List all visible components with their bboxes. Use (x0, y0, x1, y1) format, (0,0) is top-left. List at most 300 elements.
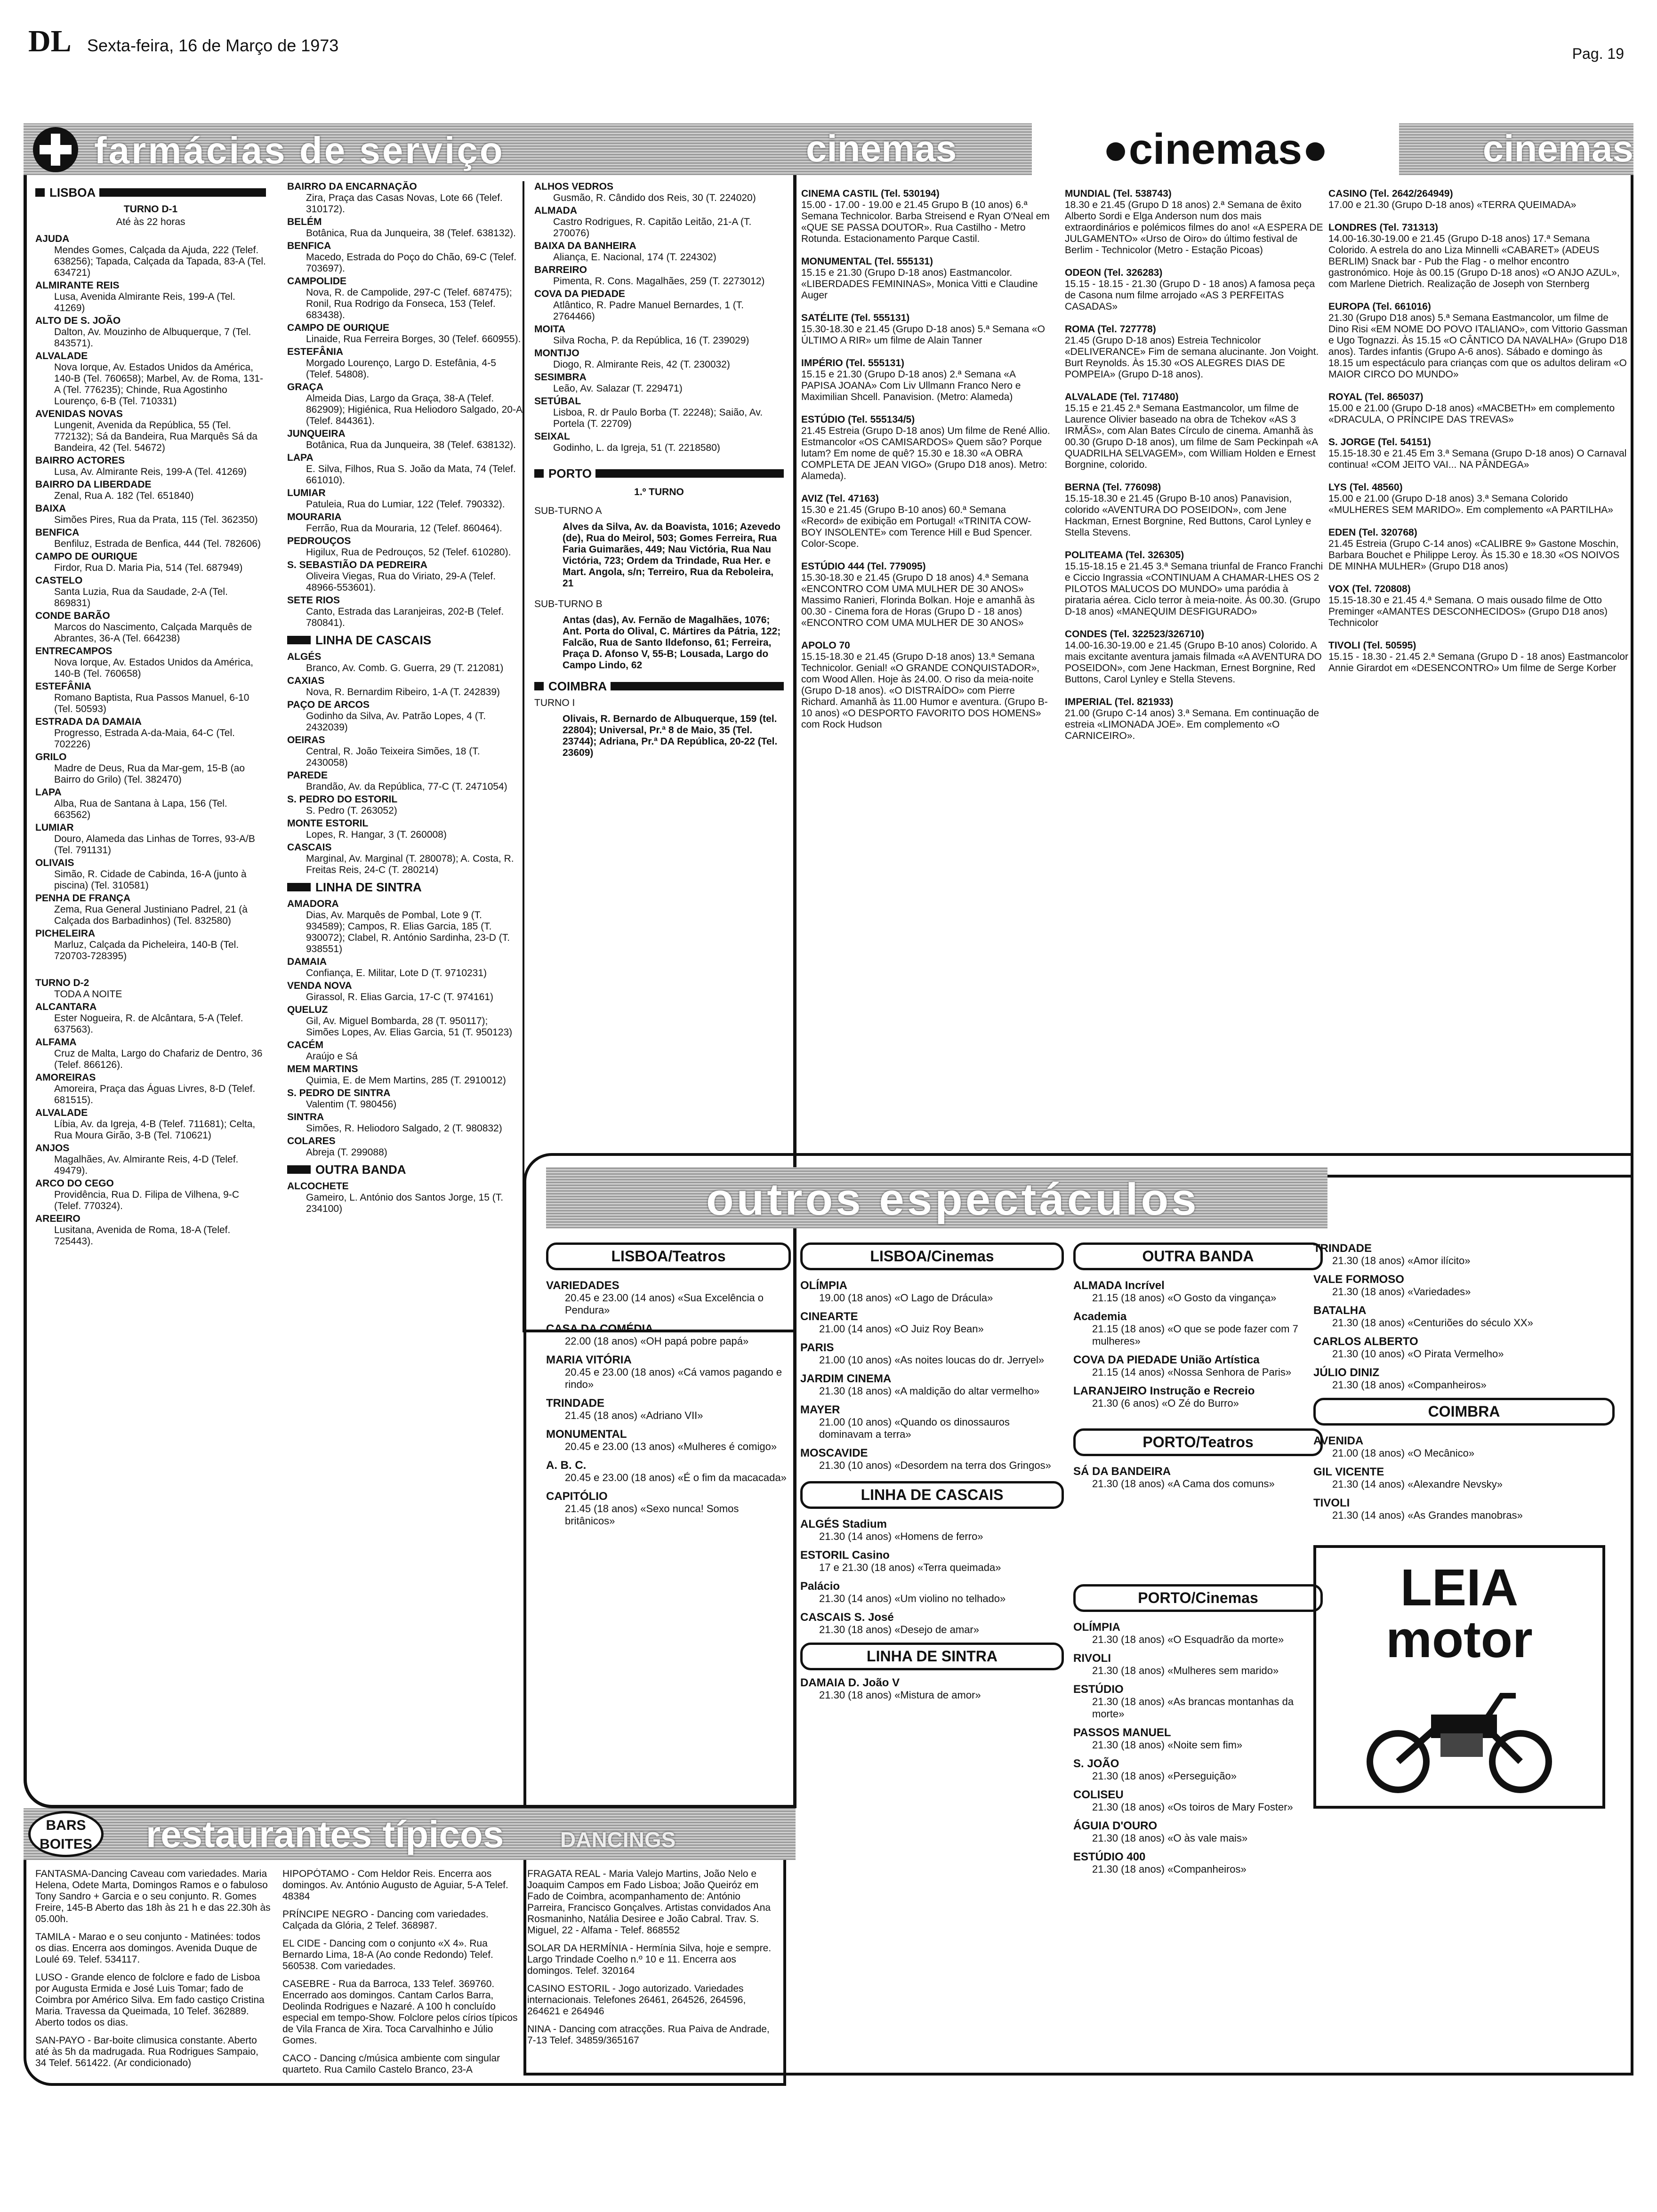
venue-ad: CASEBRE - Rua da Barroca, 133 Telef. 369760. Encerrado aos domingos. Cantam Carlos Barra, Deolinda Rodrigues e Nazaré. A 100 h concluído especial em tempo-Show. Folclore pelos círios típicos de Vila Franca de Xira. Toca Carvalhinho e Júlio Gomes. (282, 1979, 518, 2046)
venue-name: GIL VICENTE (1313, 1466, 1384, 1478)
pharmacy-cross-icon (33, 127, 78, 172)
coimbra-label: COIMBRA (1313, 1398, 1615, 1426)
venue-name: OLÍMPIA (800, 1279, 847, 1292)
venue-listing (1073, 1727, 1323, 1751)
cinema-listing (1065, 697, 1324, 742)
venue-details: 21.30 (6 anos) «O Zé do Burro» (1092, 1397, 1239, 1409)
venue-details: 21.30 (18 anos) «Mulheres sem marido» (1092, 1665, 1279, 1676)
venue-details: 21.30 (14 anos) «Um violino no telhado» (819, 1593, 1006, 1604)
pharmacy-entry: Santa Luzia, Rua da Saudade, 2-A (Tel. 869831) (54, 586, 228, 609)
district-name: CASTELO (35, 575, 83, 586)
district-name: DAMAIA (287, 956, 327, 967)
pharmacy-entry: Douro, Alameda das Linhas de Torres, 93-A/B (Tel. 791131) (54, 834, 255, 856)
district-name: ARCO DO CEGO (35, 1178, 114, 1189)
venue-name: LARANJEIRO Instrução e Recreio (1073, 1385, 1255, 1397)
bars-heading: restaurantes típicos (146, 1813, 504, 1855)
pharmacy-entry: Almeida Dias, Largo da Graça, 38-A (Telef. 862909); Higiénica, Rua Heliodoro Salgado, 20-A (Telef. 844361). (306, 393, 522, 426)
venue-name: PARIS (800, 1341, 834, 1354)
district-name: GRAÇA (287, 382, 323, 393)
coimbra-label: COIMBRA (534, 681, 784, 692)
venue-listing (1073, 1820, 1323, 1844)
cinemas-heading-bar (796, 123, 1633, 175)
pharmacy-entry: Zema, Rua General Justiniano Padrel, 21 (à Calçada dos Barbadinhos) (Tel. 832580) (54, 904, 248, 926)
linha-cascais-cinemas-label: LINHA DE CASCAIS (800, 1481, 1064, 1509)
venue-name: MONUMENTAL (546, 1428, 627, 1441)
venue-name: SÁ DA BANDEIRA (1073, 1465, 1171, 1478)
venue-details: 21.30 (14 anos) «Homens de ferro» (819, 1531, 983, 1542)
cinema-name: SATÉLITE (Tel. 555131) (801, 313, 910, 323)
venue-name: ESTORIL Casino (800, 1549, 890, 1562)
cinema-listing (1328, 222, 1630, 290)
district-name: CAXIAS (287, 675, 325, 686)
venue-details: 20.45 e 23.00 (18 anos) «Cá vamos pagando e rindo» (565, 1366, 782, 1390)
venue-name: PASSOS MANUEL (1073, 1726, 1171, 1739)
pharmacy-entry: Gameiro, L. António dos Santos Jorge, 15 (T. 234100) (306, 1192, 504, 1214)
cinema-details: 21.45 (Grupo D-18 anos) Estreia Technicolor «DELIVERANCE» Fim de semana alucinante. Jon Voight. Burt Reynolds. Às 15.30 «OS ALEGRES DIAS DE POMPEIA» (Grupo D-18 anos). (1065, 335, 1319, 380)
bars-col-3 (527, 1868, 772, 2076)
bars-badge (28, 1811, 104, 1857)
district-name: SETE RIOS (287, 595, 340, 606)
venue-listing (1073, 1683, 1323, 1720)
venue-details: 21.30 (14 anos) «As Grandes manobras» (1332, 1509, 1523, 1521)
district-name: MONTIJO (534, 348, 579, 359)
pharmacy-entry: Botânica, Rua da Junqueira, 38 (Telef. 638132). (306, 440, 516, 450)
district-name: ALCOCHETE (287, 1181, 349, 1192)
outra-banda-list (1073, 1280, 1323, 1410)
cinema-details: 15.15 e 21.30 (Grupo D-18 anos) Eastmancolor. «LIBERDADES FEMININAS», Monica Vitti e Claudine Auger (801, 267, 1038, 301)
district-name: BAIRRO DA ENCARNAÇÃO (287, 181, 417, 192)
venue-listing (546, 1397, 791, 1422)
pharmacy-entry: Aliança, E. Nacional, 174 (T. 224302) (553, 252, 716, 263)
venue-listing (800, 1342, 1064, 1366)
venue-details: 21.30 (18 anos) «Centuriões do século XX» (1332, 1317, 1533, 1329)
venue-ad: PRÍNCIPE NEGRO - Dancing com variedades. Calçada da Glória, 2 Telef. 368987. (282, 1909, 489, 1931)
pharmacy-entry: Castro Rodrigues, R. Capitão Leitão, 21-A (T. 270076) (553, 216, 752, 239)
cinema-listing (1065, 482, 1324, 538)
pharmacy-entry: Central, R. João Teixeira Simões, 18 (T. 2430058) (306, 746, 480, 768)
porto-subturno-b: SUB-TURNO B (534, 599, 603, 609)
venue-name: DAMAIA D. João V (800, 1676, 900, 1689)
venue-name: ESTÚDIO 400 (1073, 1851, 1146, 1863)
linha-cascais-list (800, 1518, 1064, 1636)
cinema-name: ROYAL (Tel. 865037) (1328, 392, 1424, 402)
pharmacy-entry: Silva Rocha, P. da República, 16 (T. 239029) (553, 335, 749, 346)
venue-details: 21.15 (18 anos) «O que se pode fazer com 7 mulheres» (1092, 1323, 1298, 1347)
venue-name: JÚLIO DINIZ (1313, 1366, 1380, 1379)
venue-name: ALGÉS Stadium (800, 1518, 887, 1531)
pharmacy-entry: Mendes Gomes, Calçada da Ajuda, 222 (Telef. 638256); Tapada, Calçada da Tapada, 83-A (Tel. 634721) (54, 245, 266, 278)
venue-listing (1313, 1497, 1615, 1522)
pharmacy-entry: Canto, Estrada das Laranjeiras, 202-B (Telef. 780841). (306, 606, 504, 628)
cinema-name: IMPÉRIO (Tel. 555131) (801, 358, 905, 369)
venue-details: 20.45 e 23.00 (14 anos) «Sua Excelência o Pendura» (565, 1292, 764, 1316)
venue-name: S. JOÃO (1073, 1757, 1119, 1770)
venue-name: VARIEDADES (546, 1279, 619, 1292)
lisboa-cinemas-label: LISBOA/Cinemas (800, 1242, 1064, 1270)
venue-name: ESTÚDIO (1073, 1683, 1124, 1696)
lisboa-teatros-label: LISBOA/Teatros (546, 1242, 791, 1270)
cinema-name: MUNDIAL (Tel. 538743) (1065, 188, 1172, 199)
pharmacy-entry: Alba, Rua de Santana à Lapa, 156 (Tel. 663562) (54, 798, 227, 820)
pharmacy-entry: Zenal, Rua A. 182 (Tel. 651840) (54, 490, 194, 501)
district-name: ALCANTARA (35, 1002, 97, 1012)
porto-subturno-a-text: Alves da Silva, Av. da Boavista, 1016; Azevedo (de), Rua do Meirol, 503; Gomes Ferreira, Rua Faria Guimarães, 449; Nau Victória, Rua Nau Victória, 723; Ordem da Trindade, Rua Her. e Mart. Angola, s/n; Terreiro, Rua da Reboleira, 21 (563, 521, 780, 589)
district-name: BELÉM (287, 216, 322, 227)
venue-listing (800, 1280, 1064, 1304)
venue-listing (1073, 1652, 1323, 1677)
district-name: AMADORA (287, 898, 339, 909)
district-name: ALVALADE (35, 1107, 88, 1118)
outros-col-3 (1073, 1242, 1323, 2071)
pharmacy-entry: Macedo, Estrada do Poço do Chão, 69-C (Telef. 703697). (306, 252, 517, 274)
venue-details: 21.00 (14 anos) «O Juiz Roy Bean» (819, 1323, 984, 1335)
venue-details: 22.00 (18 anos) «OH papá pobre papá» (565, 1335, 749, 1347)
district-name: TURNO D-2 (35, 978, 89, 988)
district-name: S. PEDRO DE SINTRA (287, 1088, 391, 1098)
district-name: JUNQUEIRA (287, 428, 346, 439)
pharmacy-entry: Patuleia, Rua do Lumiar, 122 (Telef. 790332). (306, 499, 505, 510)
venue-details: 21.30 (18 anos) «A Cama dos comuns» (1092, 1478, 1275, 1490)
lisboa-label: LISBOA (35, 187, 266, 198)
porto-teatros-list (1073, 1466, 1323, 1490)
district-name: SINTRA (287, 1112, 324, 1122)
cinema-name: POLITEAMA (Tel. 326305) (1065, 550, 1184, 561)
pharmacy-entry: Pimenta, R. Cons. Magalhães, 259 (T. 2273012) (553, 276, 765, 287)
cinema-listing (1065, 629, 1324, 685)
cinema-name: AVIZ (Tel. 47163) (801, 493, 879, 504)
cinema-details: 15.15 e 21.30 (Grupo D-18 anos) 2.ª Semana «A PAPISA JOANA» Com Liv Ullmann Franco Nero e Maximilian Shcell. Panavision. (Metro: Alameda) (801, 369, 1021, 402)
pharmacy-list (287, 898, 523, 1158)
cinema-details: 17.00 e 21.30 (Grupo D-18 anos) «TERRA QUEIMADA» (1328, 200, 1577, 210)
pharmacy-entry: Nova, R. Bernardim Ribeiro, 1-A (T. 242839) (306, 687, 500, 697)
pharmacy-entry: Romano Baptista, Rua Passos Manuel, 6-10 (Tel. 50593) (54, 692, 249, 714)
cinema-name: LYS (Tel. 48560) (1328, 482, 1403, 493)
venue-listing (1073, 1621, 1323, 1646)
pharmacy-entry: Marcos do Nascimento, Calçada Marquês de Abrantes, 36-A (Tel. 664238) (54, 622, 252, 644)
pharmacy-entry: Zira, Praça das Casas Novas, Lote 66 (Telef. 310172). (306, 192, 503, 215)
venue-name: JARDIM CINEMA (800, 1372, 892, 1385)
pharmacy-list (287, 651, 523, 876)
district-name: BAIRRO DA LIBERDADE (35, 479, 152, 490)
venue-details: 21.30 (18 anos) «O Esquadrão da morte» (1092, 1634, 1284, 1645)
district-name: BENFICA (287, 240, 331, 251)
pharmacy-list (534, 181, 784, 454)
ad-title: LEIA (1400, 1559, 1519, 1617)
venue-listing (800, 1549, 1064, 1574)
cinemas-col-3 (1328, 188, 1630, 1172)
cinema-details: 15.15-18.30 e 21.45 (Grupo D-18 anos) 13.ª Semana Technicolor. Genial! «O GRANDE CONQUISTADOR», com Wood Allen. Hoje às 24.00. O riso da meia-noite (Grupo D-18 anos). «O DISTRAÍDO» com Pierre Richard. Amanhã às 11.00 Humor e aventura. (Grupo B-10 anos) «O DESPORTO FAVORITO DOS HOMENS» com Rock Hudson (801, 651, 1048, 730)
district-name: CACÉM (287, 1040, 323, 1050)
district-name: OEIRAS (287, 735, 325, 745)
venue-listing (1313, 1435, 1615, 1459)
cinema-listing (1065, 550, 1324, 617)
district-name: OLIVAIS (35, 858, 74, 868)
pharmacy-list (287, 181, 523, 629)
pharmacy-entry: Diogo, R. Almirante Reis, 42 (T. 230032) (553, 359, 730, 370)
cinema-listing (801, 188, 1051, 245)
pharmacy-entry: Girassol, R. Elias Garcia, 17-C (T. 974161) (306, 992, 493, 1002)
pharmacy-entry: Gusmão, R. Cândido dos Reis, 30 (T. 224020) (553, 192, 756, 203)
dancings-heading: DANCINGS (560, 1827, 676, 1852)
venue-name: CASA DA COMÉDIA (546, 1322, 653, 1335)
district-name: BAIXA (35, 503, 66, 514)
venue-listing (1073, 1758, 1323, 1782)
page-number: Pag. 19 (1572, 45, 1624, 62)
cinemas-heading-bg-right: cinemas (1482, 128, 1633, 169)
bars-badge-line1: BARS (46, 1818, 86, 1833)
venue-details: 21.30 (18 anos) «Os toiros de Mary Foster» (1092, 1801, 1293, 1813)
venue-name: MAYER (800, 1403, 840, 1416)
district-name: ALGÉS (287, 651, 322, 662)
porto-cinemas-list (1073, 1621, 1323, 1875)
pharmacy-list (287, 1181, 523, 1215)
pharmacy-entry: Marluz, Calçada da Picheleira, 140-B (Tel. 720703-728395) (54, 939, 239, 962)
pharmacy-entry: Araújo e Sá (306, 1051, 358, 1062)
district-name: BAIXA DA BANHEIRA (534, 240, 636, 251)
pharmacy-entry: Benfiluz, Estrada de Benfica, 444 (Tel. 782606) (54, 538, 261, 549)
cinema-name: EUROPA (Tel. 661016) (1328, 301, 1431, 312)
turno-d1: TURNO D-1 (123, 204, 178, 215)
venue-name: VALE FORMOSO (1313, 1273, 1404, 1286)
dateline: Sexta-feira, 16 de Março de 1973 (87, 36, 339, 55)
district-name: MOURARIA (287, 512, 342, 522)
pharmacy-entry: Lusa, Av. Almirante Reis, 199-A (Tel. 41269) (54, 466, 247, 477)
outros-col-2 (800, 1242, 1064, 2071)
cinema-details: 15.30 e 21.45 (Grupo B-10 anos) 60.ª Semana «Record» de exibição em Portugal! «TRINITA COW-BOY INSOLENTE» com Terence Hill e Bud Spencer. Color-Scope. (801, 505, 1032, 549)
venue-listing (800, 1404, 1064, 1441)
district-name: ALVALADE (35, 351, 88, 361)
venue-listing (1073, 1466, 1323, 1490)
pharmacies-heading-bar (24, 123, 796, 175)
district-name: SETÚBAL (534, 396, 581, 407)
venue-listing (546, 1323, 791, 1347)
district-name: SESIMBRA (534, 372, 587, 383)
venue-name: COVA DA PIEDADE União Artística (1073, 1354, 1260, 1366)
district-name: VENDA NOVA (287, 980, 352, 991)
venue-listing (546, 1428, 791, 1453)
venue-ad: SAN-PAYO - Bar-boite climusica constante. Aberto até às 5h da madrugada. Rua Rodrigues Sampaio, 34 Telef. 561422. (Ar condicionado) (35, 2035, 258, 2068)
district-name: ALTO DE S. JOÃO (35, 315, 121, 326)
cinema-listing (1065, 188, 1324, 256)
venue-ad: SOLAR DA HERMÍNIA - Hermínia Silva, hoje e sempre. Largo Trindade Coelho n.º 10 e 11. Encerra aos domingos. Telef. 320164 (527, 1943, 772, 1976)
district-name: ESTEFÂNIA (287, 346, 344, 357)
pharmacy-entry: Líbia, Av. da Igreja, 4-B (Telef. 711681); Celta, Rua Moura Girão, 3-B (Tel. 710621) (54, 1119, 256, 1141)
cinema-details: 15.00 e 21.00 (Grupo D-18 anos) 3.ª Semana Colorido «MULHERES SEM MARIDO». Em complemento «A PARTILHA» (1328, 493, 1613, 515)
district-name: ANJOS (35, 1143, 70, 1154)
venue-name: RIVOLI (1073, 1652, 1111, 1665)
porto-teatros-cont-list (1313, 1242, 1615, 1391)
pharmacy-entry: Lusitana, Avenida de Roma, 18-A (Telef. 725443). (54, 1225, 231, 1247)
pharmacy-entry: Marginal, Av. Marginal (T. 280078); A. Costa, R. Freitas Reis, 24-C (T. 280214) (306, 853, 514, 875)
pharmacy-entry: Higilux, Rua de Pedrouços, 52 (Telef. 610280). (306, 547, 511, 558)
venue-name: BATALHA (1313, 1304, 1367, 1317)
venue-ad: LUSO - Grande elenco de folclore e fado de Lisboa por Augusta Ermida e José Luis Tomar; fado de Coimbra por Américo Silva. Em fado castiço Cristina Maria. Travessa da Queimada, 10 Telef. 362889. Aberto todos os dias. (35, 1972, 265, 2028)
district-name: ESTEFÂNIA (35, 681, 92, 692)
pharmacy-entry: Cruz de Malta, Largo do Chafariz de Dentro, 36 (Telef. 866126). (54, 1048, 263, 1070)
cinema-details: 15.15-18.30 e 21.45 (Grupo B-10 anos) Panavision, colorido «AVENTURA DO POSEIDON», com Jene Hackman, Ernest Borgnine, Red Buttons, Carol Lynley e Stella Stevens. (1065, 493, 1311, 538)
pharmacy-entry: Godinho, L. da Igreja, 51 (T. 2218580) (553, 442, 720, 453)
linha-sintra-list (800, 1677, 1064, 1701)
venue-details: 21.45 (18 anos) «Sexo nunca! Somos britânicos» (565, 1503, 739, 1527)
venue-name: TRINDADE (546, 1397, 604, 1410)
venue-listing (546, 1354, 791, 1391)
district-name: PEDROUÇOS (287, 536, 351, 546)
pharmacy-entry: E. Silva, Filhos, Rua S. João da Mata, 74 (Telef. 661010). (306, 464, 516, 486)
cinema-details: 21.30 (Grupo D18 anos) 5.ª Semana Eastmancolor, um filme de Dino Risi «EM NOME DO POVO ITALIANO», com Vittorio Gassman e Ugo Tognazzi. Às 15.15 «O CÂNTICO DA NAVALHA» (Grupo D18 anos). Tardes infantis (Grupo A-6 anos). Sábado e domingo às 18.15 um espectáculo para crianças com que os adultos deliram «O MAIOR CIRCO DO MUNDO» (1328, 313, 1628, 380)
linha-sintra-label: LINHA DE SINTRA (287, 882, 523, 893)
venue-name: CINEARTE (800, 1310, 858, 1323)
district-name: GRILO (35, 752, 67, 762)
cinema-listing (801, 414, 1051, 482)
outra-banda-label: OUTRA BANDA (287, 1164, 523, 1175)
cinema-listing (1328, 392, 1630, 425)
district-name: ALMIRANTE REIS (35, 280, 120, 291)
cinema-listing (801, 358, 1051, 403)
district-name: MONTE ESTORIL (287, 818, 369, 829)
district-name: PAREDE (287, 770, 328, 781)
cinema-listing (1328, 188, 1630, 211)
porto-turno: 1.º TURNO (634, 487, 684, 497)
cinema-listing (1065, 392, 1324, 471)
district-name: PAÇO DE ARCOS (287, 699, 370, 710)
district-name: ESTRADA DA DAMAIA (35, 716, 142, 727)
cinema-listing (801, 313, 1051, 346)
cinema-name: ALVALADE (Tel. 717480) (1065, 392, 1179, 402)
venue-details: 21.30 (18 anos) «O às vale mais» (1092, 1832, 1248, 1844)
district-name: CAMPO DE OURIQUE (35, 551, 138, 562)
cinema-name: BERNA (Tel. 776098) (1065, 482, 1161, 493)
venue-details: 21.30 (10 anos) «Desordem na terra dos Gringos» (819, 1459, 1051, 1471)
cinema-name: LONDRES (Tel. 731313) (1328, 222, 1439, 233)
venue-details: 21.15 (18 anos) «O Gosto da vingança» (1092, 1292, 1277, 1304)
cinema-listing (1328, 527, 1630, 572)
cinema-details: 15.00 e 21.00 (Grupo D-18 anos) «MACBETH» em complemento «DRACULA, O PRÍNCIPE DAS TREVAS» (1328, 403, 1615, 425)
coimbra-turno: TURNO I (534, 697, 575, 708)
venue-ad: NINA - Dancing com atracções. Rua Paiva de Andrade, 7-13 Telef. 34859/365167 (527, 2024, 770, 2046)
linha-cascais-label: LINHA DE CASCAIS (287, 634, 523, 646)
ad-brand: motor (1386, 1611, 1533, 1668)
venue-details: 21.30 (18 anos) «A maldição do altar vermelho» (819, 1385, 1040, 1397)
venue-listing (546, 1491, 791, 1527)
pharmacy-entry: Ester Nogueira, R. de Alcântara, 5-A (Telef. 637563). (54, 1013, 243, 1035)
district-name: QUELUZ (287, 1004, 328, 1015)
porto-label: PORTO (534, 468, 784, 479)
venue-ad: CACO - Dancing c/música ambiente com singular quarteto. Rua Camilo Castelo Branco, 23-A (282, 2053, 500, 2075)
district-name: COLARES (287, 1136, 336, 1146)
venue-details: 21.00 (10 anos) «As noites loucas do dr. Jerryel» (819, 1354, 1045, 1366)
venue-listing (1073, 1851, 1323, 1875)
venue-listing (1313, 1305, 1615, 1329)
venue-name: OLÍMPIA (1073, 1621, 1120, 1634)
venue-ad: FRAGATA REAL - Maria Valejo Martins, João Nelo e Joaquim Campos em Fado Lisboa; João Queiróz em Fado de Coimbra, acompanhamento de: António Parreira, Francisco Gonçalves. Artistas convidados Ana Rosmaninho, Natália Desiree e João Cabral. Trav. S. Miguel, 22 - Alfama - Telef. 868552 (527, 1868, 771, 1936)
district-name: SEIXAL (534, 431, 570, 442)
venue-details: 21.30 (18 anos) «As brancas montanhas da morte» (1092, 1696, 1294, 1720)
cinema-details: 18.30 e 21.45 (Grupo D 18 anos) 2.ª Semana de êxito Alberto Sordi e Elga Anderson num dos mais extraordinários e polémicos filmes do ano! «A ESPERA DE JULGAMENTO» «Urso de Oiro» do último festival de Berlim - Technicolor (Metro - Estação Picoas) (1065, 200, 1323, 256)
venue-ad: EL CIDE - Dancing com o conjunto «X 4». Rua Bernardo Lima, 18-A (Ao conde Redondo) Telef. 560538. Com variedades. (282, 1938, 493, 1972)
venue-listing (1073, 1280, 1323, 1304)
cinema-listing (1328, 640, 1630, 674)
newspaper-logo: DL (28, 24, 72, 58)
cinema-listing (801, 561, 1051, 629)
cinema-details: 14.00-16.30-19.00 e 21.45 (Grupo D-18 anos) 17.ª Semana Colorido. A estrela do ano Liza Minnelli «CABARET» (ADEUS BERLIM) Snack bar - Pub the Flag - o melhor encontro gastronómico. Hoje às 00.15 (Grupo D-18 anos) «O ANJO AZUL», com Marlene Dietrich. Realização de Joseph von Sternberg (1328, 233, 1620, 289)
cinema-listing (1065, 324, 1324, 380)
venue-name: CAPITÓLIO (546, 1490, 608, 1503)
venue-details: 21.00 (18 anos) «O Mecânico» (1332, 1447, 1475, 1459)
pharmacy-entry: Simões Pires, Rua da Prata, 115 (Tel. 362350) (54, 514, 258, 525)
venue-name: ÁGUIA D'OURO (1073, 1819, 1158, 1832)
linha-sintra-cinemas-label: LINHA DE SINTRA (800, 1643, 1064, 1670)
venue-name: CARLOS ALBERTO (1313, 1335, 1418, 1348)
pharmacies-col3-border (523, 181, 524, 1330)
lisboa-cinemas-list (800, 1280, 1064, 1472)
cinema-listing (801, 640, 1051, 730)
lisboa-teatros-list (546, 1280, 791, 1527)
bars-col-2 (282, 1868, 518, 2076)
pharmacy-entry: Nova, R. de Campolide, 297-C (Telef. 687475); Ronil, Rua Rodrigo da Fonseca, 153 (Telef. 683438). (306, 287, 512, 321)
outra-banda-label: OUTRA BANDA (1073, 1242, 1323, 1270)
venue-details: 21.30 (18 anos) «Perseguição» (1092, 1770, 1237, 1782)
cinema-name: IMPERIAL (Tel. 821933) (1065, 697, 1174, 707)
cinema-details: 15.15-18.30 e 21.45 Em 3.ª Semana (Grupo D-18 anos) O Carnaval continua! «COM JEITO VAI... NA PÂNDEGA» (1328, 448, 1627, 470)
venue-details: 17 e 21.30 (18 anos) «Terra queimada» (819, 1562, 1001, 1573)
venue-details: 21.30 (18 anos) «Variedades» (1332, 1286, 1471, 1298)
district-name: AREEIRO (35, 1213, 80, 1224)
district-name: AJUDA (35, 233, 70, 244)
bars-heading-bar (24, 1808, 796, 1860)
pharmacy-entry: Lopes, R. Hangar, 3 (T. 260008) (306, 829, 447, 840)
cinema-details: 15.30-18.30 e 21.45 (Grupo D-18 anos) 5.ª Semana «O ÚLTIMO A RIR» um filme de Alain Tanner (801, 324, 1045, 346)
venue-details: 21.45 (18 anos) «Adriano VII» (565, 1410, 703, 1421)
cinema-details: 15.30-18.30 e 21.45 (Grupo D 18 anos) 4.ª Semana «ENCONTRO COM UMA MULHER DE 30 ANOS» Massimo Ranieri, Florinda Bolkan. Hoje e amanhã às 00.30 - Cinema fora de Horas (Grupo D - 18 anos) «ENCONTRO COM UMA MULHER DE 30 ANOS» (801, 572, 1035, 628)
venue-details: 20.45 e 23.00 (13 anos) «Mulheres é comigo» (565, 1441, 777, 1452)
venue-listing (1073, 1311, 1323, 1347)
cinemas-col-1 (801, 188, 1051, 1172)
pharmacy-entry: Linaide, Rua Ferreira Borges, 30 (Telef. 660955). (306, 334, 521, 345)
pharmacy-entry: Brandão, Av. da República, 77-C (T. 2471054) (306, 781, 507, 792)
cinema-name: ROMA (Tel. 727778) (1065, 324, 1156, 335)
porto-cinemas-label: PORTO/Cinemas (1073, 1584, 1323, 1612)
venue-details: 21.30 (18 anos) «Desejo de amar» (819, 1624, 979, 1635)
cinemas-heading: ●cinemas● (1032, 123, 1399, 175)
cinema-name: MONUMENTAL (Tel. 555131) (801, 256, 933, 267)
pharmacy-entry: Lungenit, Avenida da República, 55 (Tel. 772132); Sá da Bandeira, Rua Marquês Sá da Bandeira, 42 (Tel. 54672) (54, 420, 257, 453)
pharmacy-entry: Atlântico, R. Padre Manuel Bernardes, 1 (T. 2764466) (553, 300, 744, 322)
district-name: CAMPO DE OURIQUE (287, 322, 390, 333)
venue-listing (1073, 1354, 1323, 1378)
district-name: AMOREIRAS (35, 1072, 96, 1083)
pharmacy-entry: Lisboa, R. dr Paulo Borba (T. 22248); Saião, Av. Portela (T. 22709) (553, 407, 763, 429)
venue-listing (1313, 1367, 1615, 1391)
venue-listing (1313, 1336, 1615, 1360)
district-name: LAPA (287, 452, 314, 463)
cinema-listing (1328, 482, 1630, 516)
venue-listing (800, 1311, 1064, 1335)
cinema-details: 21.45 Estreia (Grupo D-18 anos) Um filme de René Allio. Estmancolor «OS CAMISARDOS» Quem são? Porque lutam? Em nome de quê? 15.30 e 18.30 «A OBRA COMPLETA DE JEAN VIGO» (Grupo D18 anos). Metro: Alameda). (801, 425, 1050, 481)
coimbra-text: Olivais, R. Bernardo de Albuquerque, 159 (tel. 22804); Universal, Pr.ª 8 de Maio, 35 (Tel. 23744); Adriana, Pr.ª DA República, 20-22 (Tel. 23609) (563, 713, 778, 758)
leia-motor-ad (1313, 1545, 1605, 1809)
pharmacy-entry: Oliveira Viegas, Rua do Viriato, 29-A (Telef. 48966-553601). (306, 571, 496, 593)
venue-details: 21.30 (18 anos) «Companheiros» (1332, 1379, 1487, 1391)
district-name: AVENIDAS NOVAS (35, 409, 123, 419)
venue-details: 21.30 (18 anos) «Mistura de amor» (819, 1689, 981, 1701)
district-name: PENHA DE FRANÇA (35, 893, 131, 904)
pharmacy-entry: Amoreira, Praça das Águas Livres, 8-D (Telef. 681515). (54, 1083, 256, 1106)
cinema-details: 15.00 - 17.00 - 19.00 e 21.45 Grupo B (10 anos) 6.ª Semana Technicolor. Barba Streisend e Ryan O'Neal em «QUE SE PASSA DOUTOR». Rua Castilho - Metro Rotunda. Estacionamento Parque Castil. (801, 200, 1050, 244)
outros-heading: outros espectáculos (706, 1174, 1199, 1225)
pharmacy-entry: Progresso, Estrada A-da-Maia, 64-C (Tel. 702226) (54, 728, 235, 750)
cinema-listing (1065, 267, 1324, 313)
pharmacy-entry: Valentim (T. 980456) (306, 1099, 397, 1110)
